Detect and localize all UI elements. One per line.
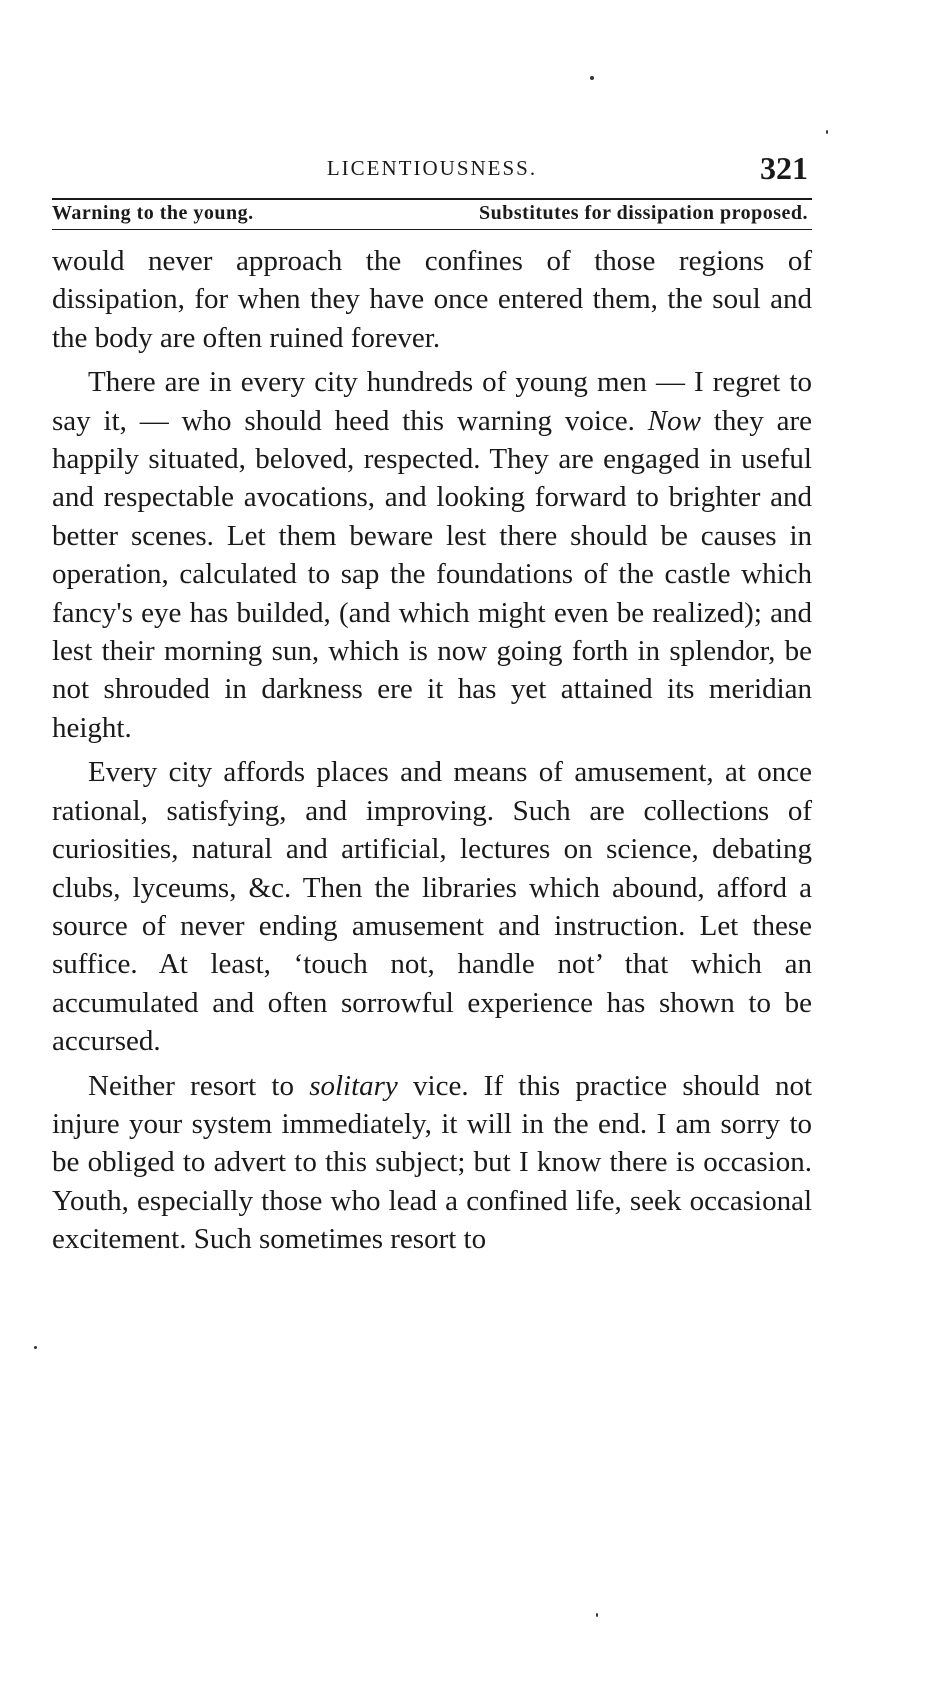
right-topic: Substitutes for dissipation proposed.	[479, 202, 808, 224]
paragraph-2	[52, 363, 812, 747]
paragraph-3-text: Every city affords places and means of amusement, at once rational, satisfying, and improving. Such are collections of curiosities, natural and artificial, lectures on science, debating clubs, lyceums, &c. Then the libraries which abound, afford a source of never ending amusement and instruction. Let these suffice. At least, ‘touch not, handle not’ that which an accumulated and often sorrowful experience has shown to be accursed.	[52, 756, 812, 1058]
paragraph-4-before: Neither resort to	[88, 1069, 310, 1102]
paragraph-1	[52, 242, 812, 357]
print-speck	[34, 1346, 37, 1349]
book-page	[52, 150, 812, 1259]
paragraph-4-italic: solitary	[309, 1069, 398, 1102]
left-topic: Warning to the young.	[52, 202, 254, 224]
topic-rule	[52, 229, 812, 230]
print-speck	[596, 1613, 598, 1617]
topic-line	[52, 200, 812, 229]
paragraph-2-before: There are in every city hundreds of young men — I regret to say it, — who should heed this warning voice.	[52, 366, 812, 437]
print-speck	[826, 130, 828, 134]
body-text	[52, 242, 812, 1259]
paragraph-3	[52, 753, 812, 1060]
print-speck	[590, 76, 594, 80]
running-title: LICENTIOUSNESS.	[326, 156, 538, 180]
paragraph-1-text: would never approach the confines of those regions of dissipation, for when they have once entered them, the soul and the body are often ruined forever.	[52, 245, 812, 354]
paragraph-4-after: vice. If this practice should not injure your system immediately, it will in the end. I am sorry to be obliged to advert to this subject; but I know there is occasion. Youth, especially those who lead a confined life, seek occasional excitement. Such sometimes resort to	[52, 1069, 812, 1256]
paragraph-2-after: they are happily situated, beloved, respected. They are engaged in useful and respectable avocations, and looking forward to brighter and better scenes. Let them beware lest there should be causes in operation, calculated to sap the foundations of the castle which fancy's eye has builded, (and which might even be realized); and lest their morning sun, which is now going forth in splendor, be not shrouded in darkness ere it has yet attained its meridian height.	[52, 404, 812, 744]
paragraph-2-italic: Now	[647, 404, 701, 437]
running-head	[52, 150, 812, 194]
page-number: 321	[760, 150, 808, 186]
paragraph-4	[52, 1067, 812, 1259]
